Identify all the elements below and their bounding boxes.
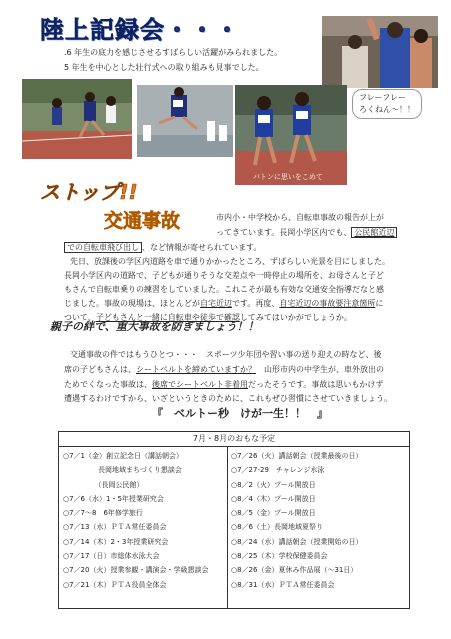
race-photo-1	[22, 79, 132, 159]
schedule-item: ○8／6（土）長岡地域夏祭り	[231, 523, 324, 532]
seatbelt-line-2-a: 席の子どもさんは、	[64, 365, 136, 374]
seatbelt-line-2	[64, 362, 384, 377]
schedule-item: ○7／13（水）ＰＴＡ常任委員会	[63, 523, 167, 532]
article-line-8-c: してみてはいかがでしょうか。	[239, 313, 352, 322]
seatbelt-highlight-nonuse: 後席でシートベルト非着用	[152, 380, 248, 389]
article-highlight-home: 自宅近辺	[200, 299, 232, 308]
traffic-accident-heading: 交通事故	[104, 210, 181, 232]
schedule-item: ○7／6（水）1・5年授業研究会	[63, 494, 164, 503]
article-line-7-e: に	[375, 299, 384, 308]
article-highlight-community-center: 公民館近辺	[351, 227, 397, 238]
seatbelt-line-3-c: だったそうです。事故は思いもかけず	[248, 380, 384, 389]
article-highlight-danger-spots: 自宅近辺の事故要注意箇所	[279, 299, 376, 308]
schedule-item: ○7／21（木）ＰＴＡ役員全体会	[63, 580, 167, 589]
article-highlight-bike-dash: での自転車飛び出し	[64, 242, 142, 253]
relay-photo-image	[235, 85, 347, 185]
cheer-speech-bubble: フレーフレー ろくねん〜！！	[352, 89, 422, 119]
cheering-photo-image	[322, 16, 438, 88]
relay-photo-caption: バトンに思いをこめて	[253, 173, 323, 181]
schedule-item: ○8／4（木）プール開放日	[231, 494, 316, 503]
seatbelt-highlight-question: シートベルトを締めていますか？	[136, 365, 256, 374]
article-line-1: 市内小・中学校から、自転車事故の報告が上が	[216, 213, 384, 222]
article-line-4: 先日、放課後の学区内道路を車で通りかかったところ、ずばらしい光景を目にしました。	[70, 257, 390, 266]
schedule-box	[58, 431, 410, 609]
schedule-item: ○8／26（金）夏休み作品展（～31日）	[231, 566, 358, 575]
article-line-8-a: ついて、	[64, 313, 96, 322]
parent-child-slogan: 親子の絆で、重大事故を防ぎましょう！！	[50, 320, 259, 333]
schedule-item: ○8／5（金）プール開放日	[231, 509, 316, 518]
article-highlight-check-together: 子どもさんと一緒に自転車や徒歩で確認	[95, 313, 240, 322]
schedule-heading: 7月・8月のおもな予定	[59, 432, 409, 447]
seatbelt-line-2-c: 山形市内の中学生が、車外放出の	[256, 365, 384, 374]
cheering-photo	[322, 16, 438, 88]
schedule-item: （長岡公民館）	[63, 480, 144, 489]
seatbelt-line-3-a: ためでくなった事故は、	[64, 380, 152, 389]
schedule-item: ○7／1（金）創立記念日（講話朝会）	[63, 452, 184, 460]
schedule-item: ○8／2（火）プール開放日	[231, 480, 316, 489]
article-line-2	[216, 225, 397, 240]
schedule-divider	[227, 446, 228, 608]
article-line-7	[64, 296, 383, 311]
article-line-3-text: 、など情報が寄せられています。	[142, 243, 262, 252]
schedule-item: ○8／25（木）学校保健委員会	[231, 552, 328, 561]
schedule-item: ○7／27-29 チャレンジ水泳	[231, 466, 325, 475]
schedule-item: ○8／31（水）ＰＴＡ常任委員会	[231, 580, 335, 589]
race-photo-1-image	[22, 79, 132, 159]
schedule-item: ○7／26（火）講話朝会（授業最後の日）	[231, 452, 363, 460]
article-line-6: もさんで自転車乗りの練習をしていました。これこそが最も有効な交通安全指導だなと感	[64, 285, 384, 294]
page-title: 陸上記録会・・・	[40, 16, 240, 44]
stop-heading: ストップ!!	[40, 180, 138, 204]
article-line-7-a: じました。事故の現場は、ほとんどが	[64, 299, 200, 308]
seatbelt-line-4: 遭遇するわけですから、いざというときのために、これもぜひ習慣にさせていきましょう。	[64, 394, 392, 403]
race-photo-2	[137, 85, 233, 157]
intro-line-1: .6 年生の底力を感じさせるすばらしい活躍がみられました。	[64, 48, 283, 57]
schedule-item: ○7／14（木）2・3年授業研究会	[63, 537, 169, 546]
article-line-7-c: です。再度、	[232, 299, 280, 308]
seatbelt-line-1: 交通事故の件ではもうひとつ・・・ スポーツ少年団や習い事の送り迎えの時など、後	[70, 350, 382, 359]
article-line-3	[64, 240, 261, 255]
schedule-item: ○7／20（火）授業参観・講演会・学級懇談会	[63, 566, 209, 575]
schedule-item: 長岡地域まちづくり懇談会	[63, 466, 182, 475]
article-line-2-text: ってきています。長岡小学区内でも、	[216, 228, 352, 237]
seatbelt-line-3	[64, 377, 383, 392]
belt-slogan: 『 ベルトー秒 けが一生！！ 』	[152, 407, 328, 420]
article-line-5: 長岡小学区内の道路で、子どもが通りそうな交差点や一時停止の場所を、お母さんと子ど	[64, 271, 384, 280]
schedule-item: ○7／7～8 6年修学旅行	[63, 509, 143, 518]
race-photo-2-image	[137, 85, 233, 157]
schedule-item: ○7／17（日）市総体水泳大会	[63, 552, 160, 561]
schedule-item: ○8／24（水）講話朝会（授業開始の日）	[231, 537, 363, 546]
relay-photo	[235, 85, 347, 185]
schedule-right-column	[231, 449, 362, 592]
schedule-left-column	[63, 449, 208, 592]
intro-line-2: 5 年生を中心とした壮行式への取り組みも見事でした。	[64, 63, 264, 72]
